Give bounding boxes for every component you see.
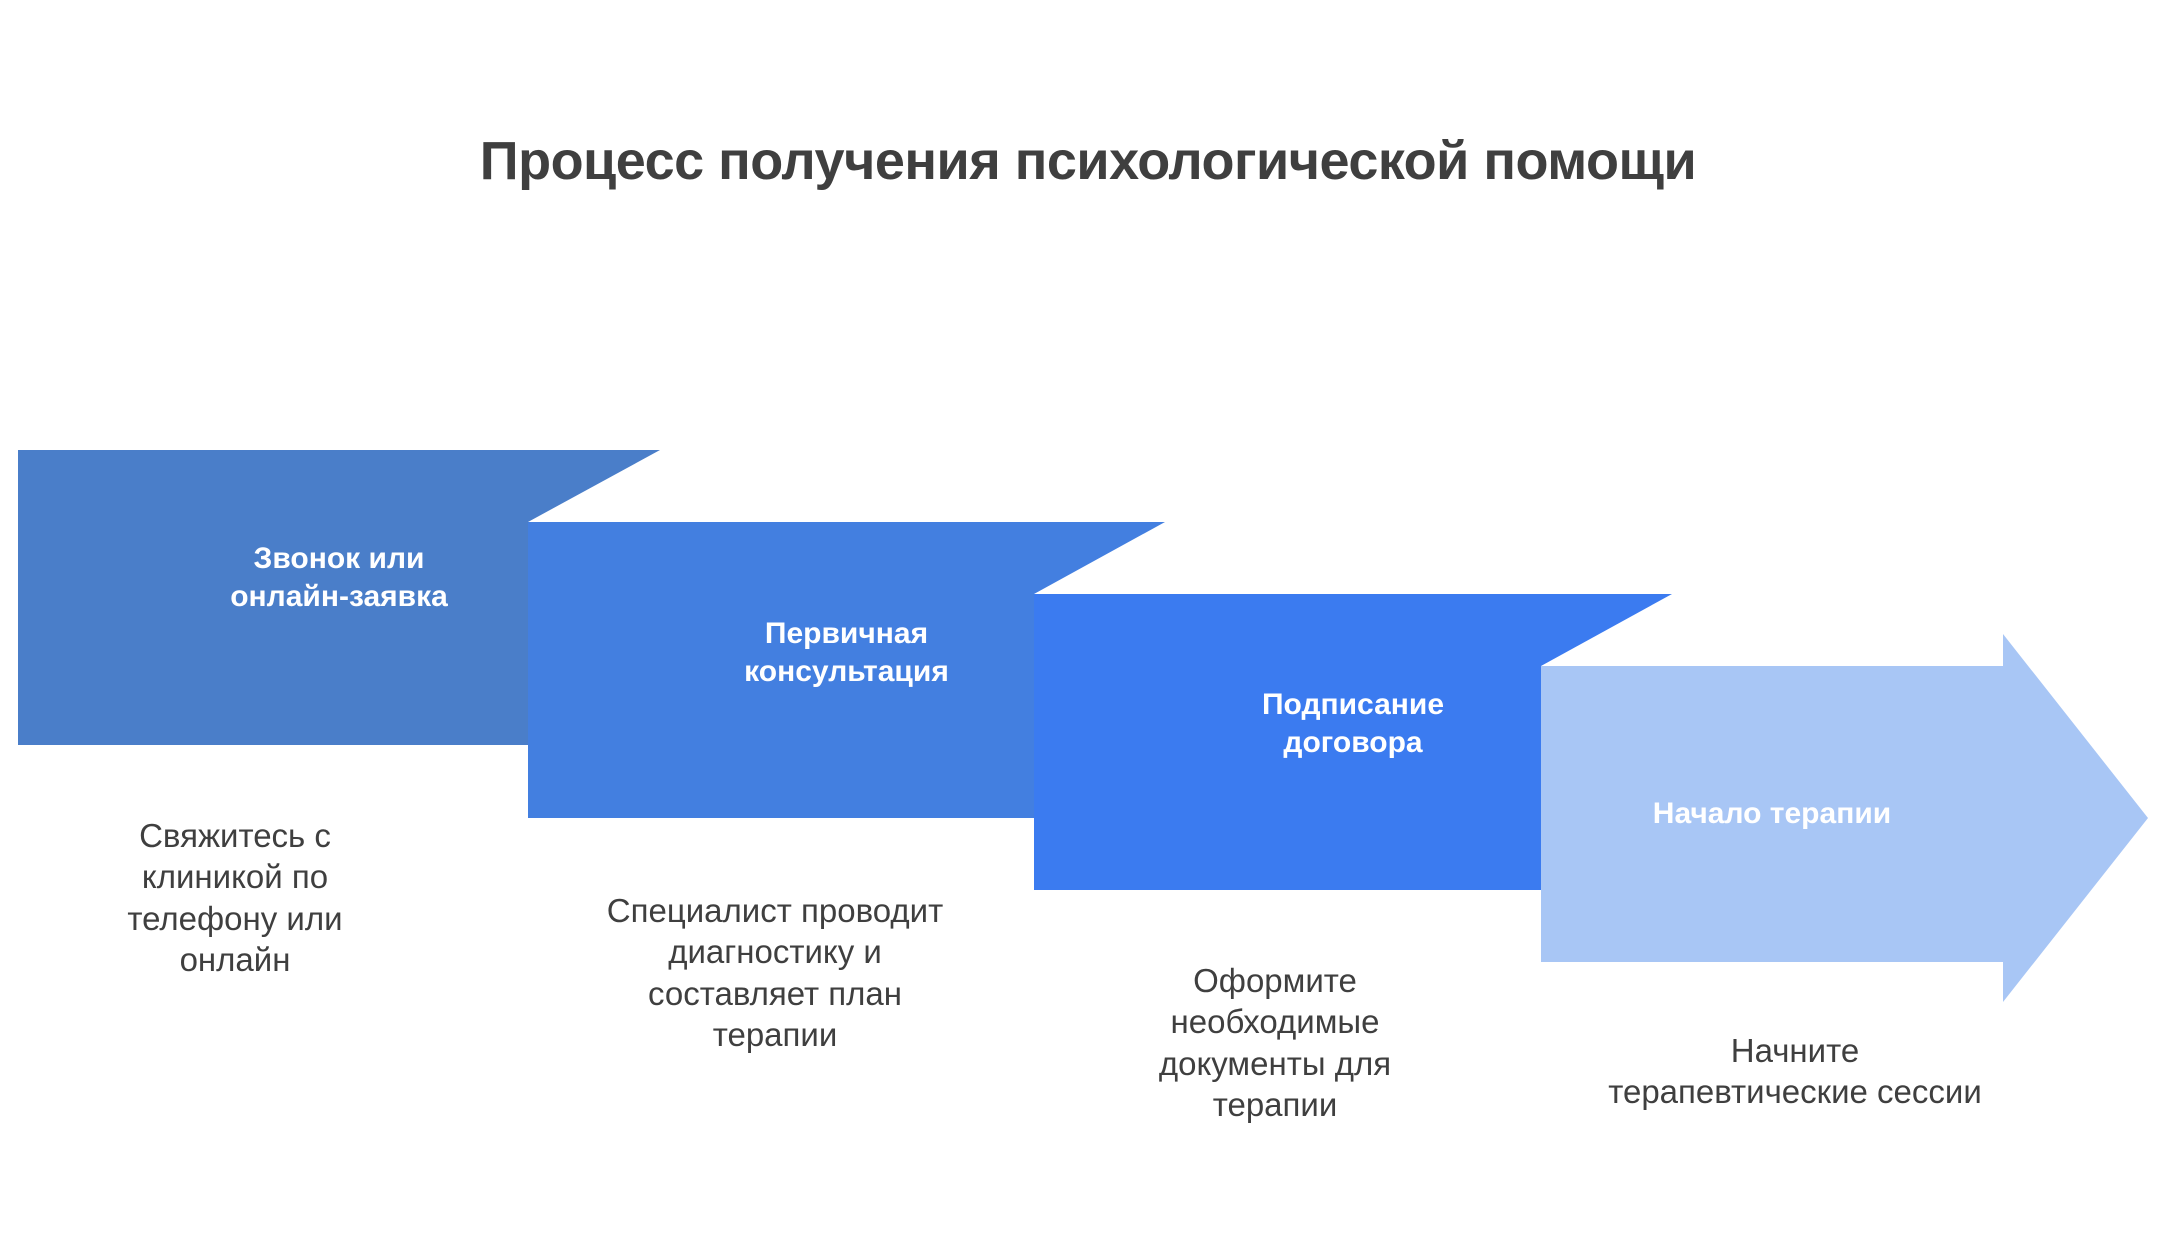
caption-step-4: Начните терапевтические сессии: [1608, 1032, 1982, 1111]
chevron-step-2-label-line1: Первичная: [764, 617, 929, 650]
chevron-step-2-label-line2: консультация: [744, 654, 949, 688]
page-title: Процесс получения психологической помощи: [479, 131, 1697, 191]
chevron-step-1-label-line2: онлайн-заявка: [230, 579, 448, 613]
caption-step-3: Оформите необходимые документы для терапии: [1158, 962, 1392, 1123]
chevron-step-4-label-line1: Начало терапии: [1652, 797, 1892, 830]
chevron-step-3-label-line1: Подписание: [1261, 688, 1445, 721]
chevron-step-4-arrow[interactable]: [1541, 634, 2148, 1002]
caption-step-2: Специалист проводит диагностику и составляет план терапии: [606, 892, 944, 1053]
caption-step-1: Свяжитесь с клиникой по телефону или онлайн: [127, 817, 343, 978]
chevron-step-1-label-line1: Звонок или: [253, 542, 425, 575]
chevron-step-3-label-line2: договора: [1283, 725, 1423, 759]
